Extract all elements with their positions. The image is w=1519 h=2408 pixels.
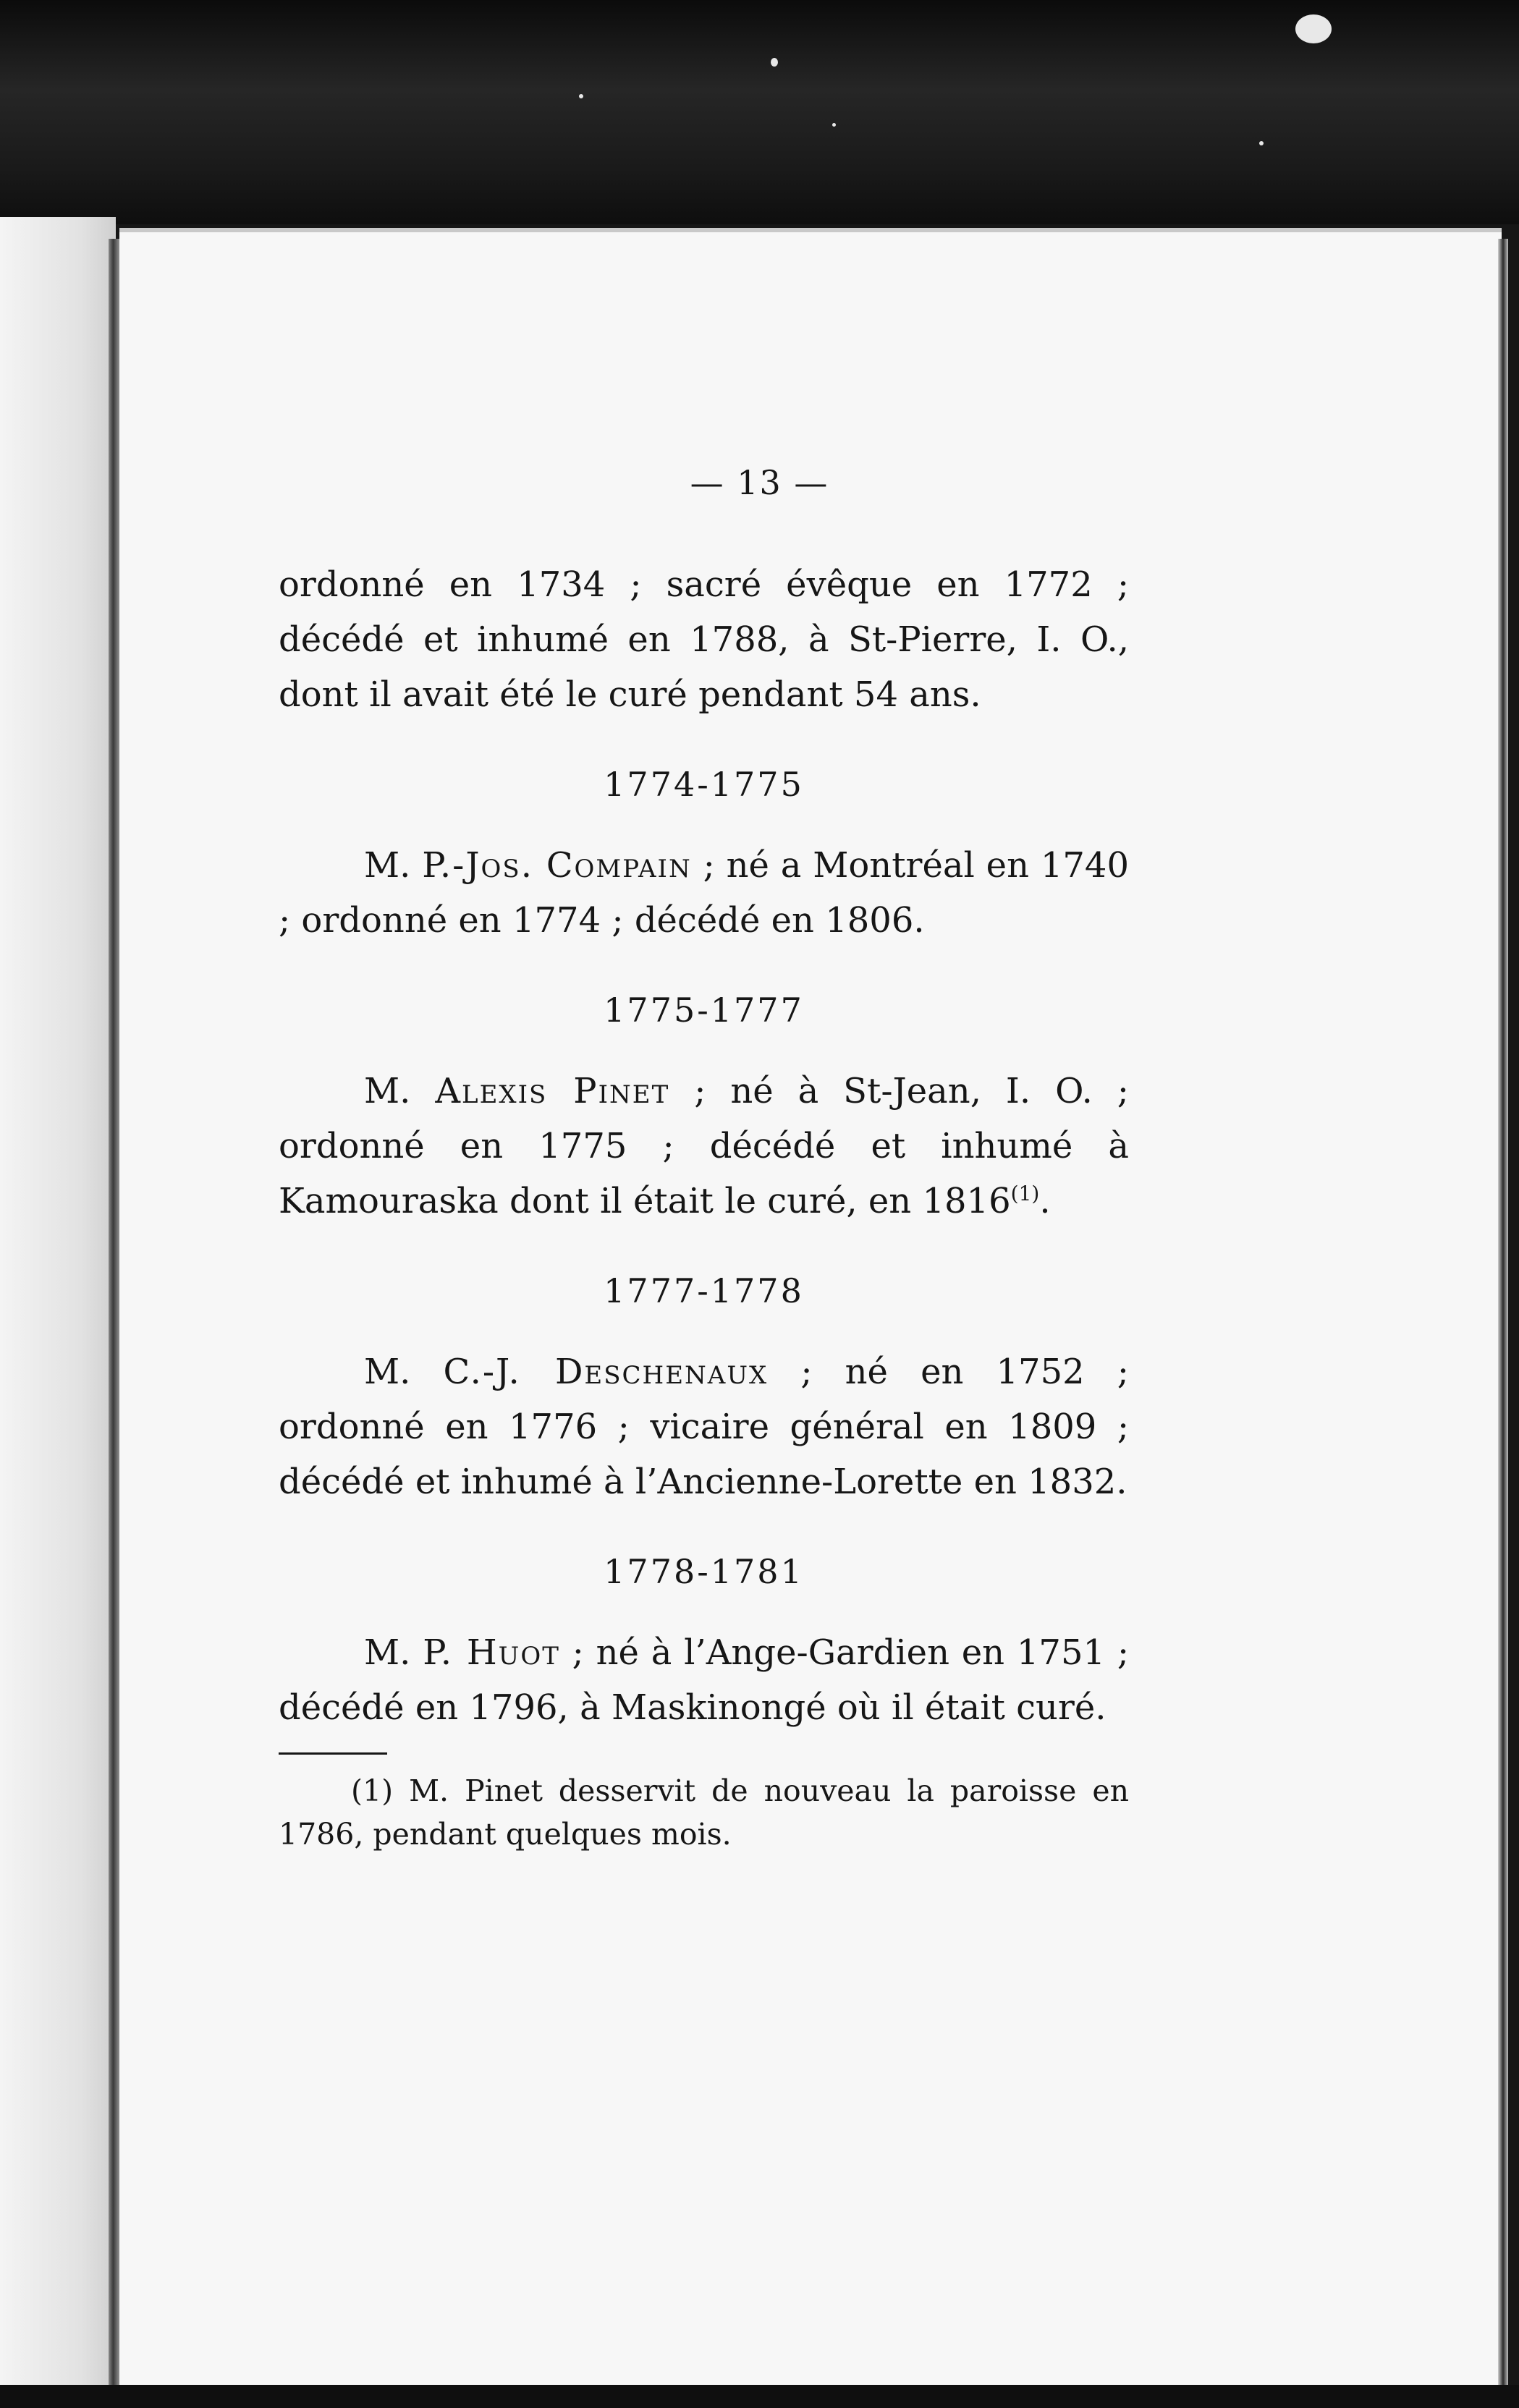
entry-text: ; né à St-Jean, I. O. ; ordonné en 1775 ; décédé et inhumé à Kamouraska dont il était le curé, en 1816 (279, 1071, 1129, 1221)
footnote-text: M. Pinet desservit de nouveau la paroisse en 1786, pendant quelques mois. (279, 1773, 1129, 1852)
entry-honorific: M. (364, 1071, 436, 1111)
entry-text-end: . (1039, 1181, 1051, 1221)
entry-name: C.-J. Deschenaux (443, 1352, 769, 1392)
scan-speck (579, 94, 583, 98)
scanner-background-top (0, 0, 1519, 224)
right-page-edge (1498, 239, 1508, 2395)
entry-paragraph (279, 1625, 1129, 1735)
entry-years-heading: 1774-1775 (604, 765, 804, 804)
entry-years-heading: 1778-1781 (604, 1552, 804, 1591)
entry-years-heading: 1777-1778 (604, 1271, 804, 1310)
entry-name: P. Huot (423, 1632, 560, 1673)
scanner-background-bottom (0, 2385, 1519, 2408)
entry-honorific: M. (364, 845, 423, 886)
scan-speck (1259, 141, 1264, 145)
entry-years-heading: 1775-1777 (604, 991, 804, 1030)
footnote-reference: (1) (1010, 1182, 1040, 1205)
entry-name: Alexis Pinet (435, 1071, 670, 1111)
page-number: — 13 — (690, 463, 829, 502)
footnote (279, 1769, 1129, 1856)
entry-text: ; né à l’Ange-Gardien en 1751 ; décédé en 1796, à Maskinongé où il était curé. (279, 1632, 1130, 1728)
footnote-marker: (1) (351, 1773, 394, 1808)
scan-speck (832, 123, 836, 127)
entry-name: P.-Jos. Compain (422, 845, 692, 886)
entry-paragraph (279, 838, 1129, 948)
entry-paragraph (279, 1344, 1129, 1509)
scan-speck (771, 58, 778, 67)
entry-text: ; né a Montréal en 1740 ; ordonné en 1774 ; décédé en 1806. (279, 845, 1129, 941)
entry-honorific: M. (364, 1352, 444, 1392)
left-page-margin (0, 217, 116, 2388)
continuation-paragraph: ordonné en 1734 ; sacré évêque en 1772 ; décédé et inhumé en 1788, à St-Pierre, I. O., dont il avait été le curé pendant 54 ans. (279, 564, 1129, 715)
footnote-divider (279, 1752, 387, 1755)
entry-honorific: M. (364, 1632, 423, 1673)
scan-speck (1295, 14, 1332, 43)
page-body (279, 557, 1129, 1856)
entry-text: ; né en 1752 ; ordonné en 1776 ; vicaire général en 1809 ; décédé et inhumé à l’Ancienne-Lorette en 1832. (279, 1352, 1129, 1502)
left-binding-edge (109, 239, 120, 2395)
entry-paragraph (279, 1064, 1129, 1229)
